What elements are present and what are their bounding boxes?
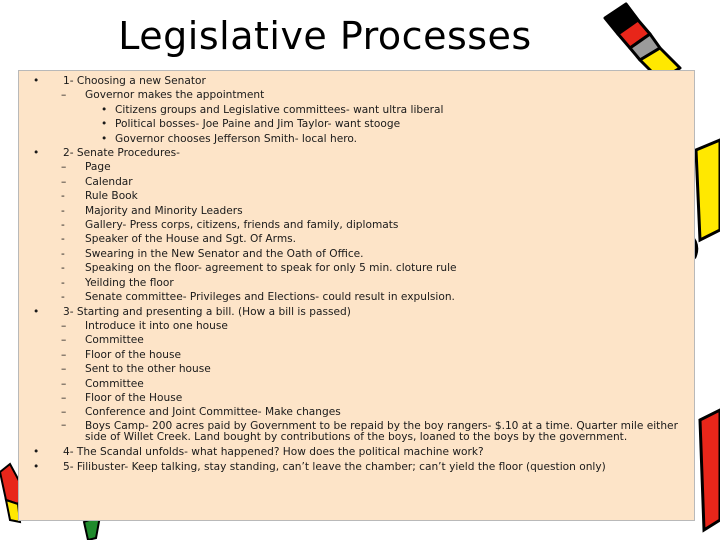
outline-text: Introduce it into one house — [85, 319, 228, 332]
outline-item-level-2 — [27, 391, 686, 405]
outline-marker: - — [61, 204, 65, 217]
outline-marker: – — [61, 319, 67, 332]
outline-item-level-1 — [27, 74, 686, 88]
outline-item-level-2 — [27, 377, 686, 391]
outline-text: 4- The Scandal unfolds- what happened? How does the political machine work? — [63, 446, 484, 459]
outline-marker: - — [61, 291, 65, 304]
outline-item-level-2 — [27, 218, 686, 232]
outline-item-level-1 — [27, 460, 686, 474]
outline-item-level-2 — [27, 204, 686, 218]
outline-item-level-2 — [27, 420, 686, 445]
outline-marker: • — [33, 75, 40, 87]
outline-item-level-3 — [27, 132, 686, 146]
outline-marker: – — [61, 406, 67, 419]
outline-marker: – — [61, 348, 67, 361]
outline-text: 2- Senate Procedures- — [63, 147, 180, 160]
outline-text: Speaking on the floor- agreement to speak for only 5 min. cloture rule — [85, 262, 457, 275]
outline-marker: - — [61, 247, 65, 260]
outline-marker: - — [61, 219, 65, 232]
outline-item-level-2 — [27, 276, 686, 290]
outline-marker: - — [61, 233, 65, 246]
outline-text: 1- Choosing a new Senator — [63, 75, 206, 87]
outline-item-level-2 — [27, 189, 686, 203]
outline-marker: – — [61, 161, 67, 174]
outline-item-level-1 — [27, 305, 686, 319]
outline-text: Conference and Joint Committee- Make changes — [85, 406, 341, 419]
outline-item-level-2 — [27, 88, 686, 102]
outline-item-level-2 — [27, 261, 686, 275]
outline-text: Sent to the other house — [85, 363, 211, 376]
outline-item-level-2 — [27, 160, 686, 174]
outline-text: Calendar — [85, 175, 133, 188]
outline-text: Governor makes the appointment — [85, 89, 265, 102]
outline-text: Gallery- Press corps, citizens, friends and family, diplomats — [85, 219, 399, 232]
outline-marker: - — [61, 190, 65, 203]
outline-item-level-1 — [27, 146, 686, 160]
outline-text: Committee — [85, 334, 144, 347]
outline-item-level-3 — [27, 103, 686, 117]
outline-marker: • — [33, 305, 40, 318]
outline-marker: - — [61, 276, 65, 289]
outline-marker: – — [61, 89, 67, 102]
outline-marker: – — [61, 363, 67, 376]
outline-text: Political bosses- Joe Paine and Jim Taylor- want stooge — [115, 118, 401, 131]
outline-item-level-2 — [27, 362, 686, 376]
outline-item-level-3 — [27, 117, 686, 131]
outline-item-level-1 — [27, 445, 686, 459]
outline-marker: • — [33, 460, 40, 473]
outline-text: Rule Book — [85, 190, 138, 203]
outline-text: Yeilding the floor — [85, 276, 174, 289]
outline-text: Swearing in the New Senator and the Oath of Office. — [85, 247, 364, 260]
outline-marker: • — [33, 446, 40, 459]
outline-text: Boys Camp- 200 acres paid by Government to be repaid by the boy rangers- $.10 at a time. Quarter mile either side of Willet Creek. Land bought by contributions of the boys, loaned to the boys by the government. — [85, 419, 678, 443]
outline-text: Governor chooses Jefferson Smith- local hero. — [115, 132, 358, 145]
outline-item-level-2 — [27, 405, 686, 419]
outline-item-level-2 — [27, 319, 686, 333]
outline-marker: – — [61, 418, 67, 431]
outline-marker: • — [101, 103, 108, 116]
outline-marker: – — [61, 334, 67, 347]
outline-marker: – — [61, 377, 67, 390]
outline-marker: – — [61, 391, 67, 404]
outline-marker: • — [101, 118, 108, 131]
outline-item-level-2 — [27, 175, 686, 189]
outline-item-level-2 — [27, 290, 686, 304]
outline-item-level-2 — [27, 247, 686, 261]
outline-item-level-2 — [27, 348, 686, 362]
outline-item-level-2 — [27, 232, 686, 246]
outline-panel — [18, 70, 695, 521]
outline-text: Page — [85, 161, 111, 174]
outline-text: 5- Filibuster- Keep talking, stay standing, can’t leave the chamber; can’t yield the floor (question only) — [63, 460, 606, 473]
outline-marker: - — [61, 262, 65, 275]
outline-marker: • — [33, 147, 40, 160]
slide-title: Legislative Processes — [118, 14, 532, 58]
outline-text: Speaker of the House and Sgt. Of Arms. — [85, 233, 297, 246]
outline-text: Citizens groups and Legislative committees- want ultra liberal — [115, 103, 444, 116]
outline-text: Floor of the house — [85, 348, 182, 361]
outline-text: Committee — [85, 377, 144, 390]
outline-text: Majority and Minority Leaders — [85, 204, 243, 217]
outline-text: Floor of the House — [85, 391, 183, 404]
outline-text: Senate committee- Privileges and Elections- could result in expulsion. — [85, 291, 455, 304]
outline-item-level-2 — [27, 333, 686, 347]
outline-marker: – — [61, 175, 67, 188]
outline-marker: • — [101, 132, 108, 145]
outline-text: 3- Starting and presenting a bill. (How a bill is passed) — [63, 305, 351, 318]
